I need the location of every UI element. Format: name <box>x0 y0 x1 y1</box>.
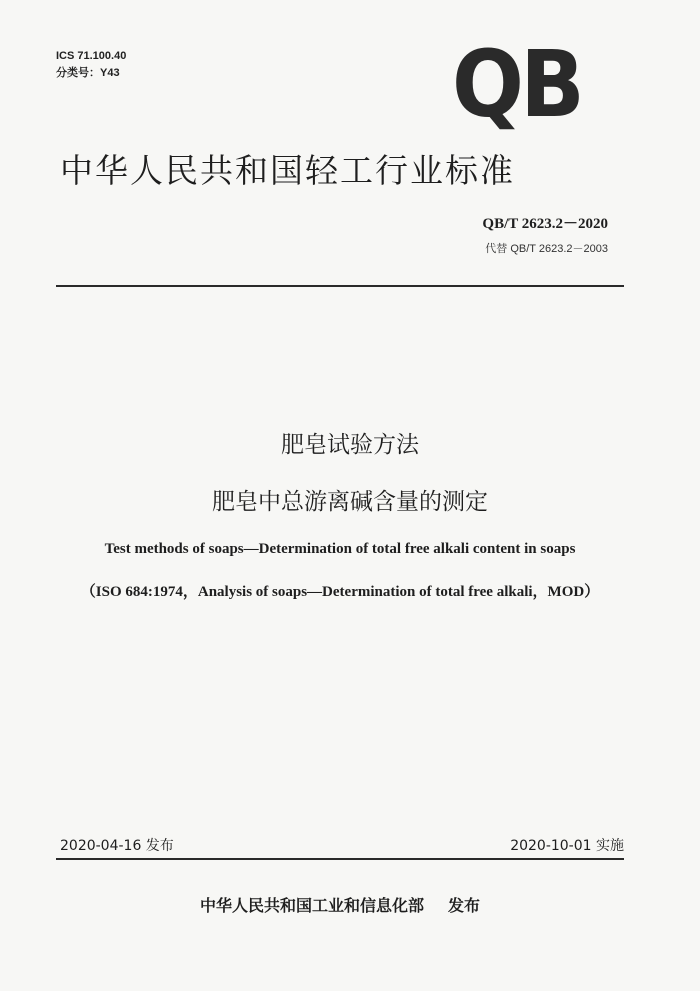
qb-logo: QB <box>452 31 582 138</box>
replaces-standard: 代替 QB/T 2623.2－2003 <box>485 243 608 255</box>
en-title-line2: （ISO 684:1974，Analysis of soaps—Determination of total free alkali，MOD） <box>80 584 600 600</box>
cn-title-line1: 肥皂试验方法 <box>281 432 419 458</box>
classification-block <box>56 48 126 82</box>
standard-number: QB/T 2623.2－2020 <box>482 216 608 232</box>
org-title: 中华人民共和国轻工行业标准 <box>60 151 515 190</box>
classification-number: 分类号：Y43 <box>56 67 120 79</box>
bottom-divider <box>56 858 624 860</box>
issuer-line <box>0 893 680 916</box>
ics-code: ICS 71.100.40 <box>56 50 127 62</box>
cn-title-line2: 肥皂中总游离碱含量的测定 <box>212 489 488 515</box>
issuer-name: 中华人民共和国工业和信息化部 <box>199 896 424 915</box>
top-divider <box>56 285 624 287</box>
en-title-line1: Test methods of soaps—Determination of total free alkali content in soaps <box>104 541 576 557</box>
issue-date: 2020-04-16 发布 <box>60 838 174 854</box>
issuer-action: 发布 <box>448 896 481 915</box>
implementation-date: 2020-10-01 实施 <box>510 838 624 854</box>
